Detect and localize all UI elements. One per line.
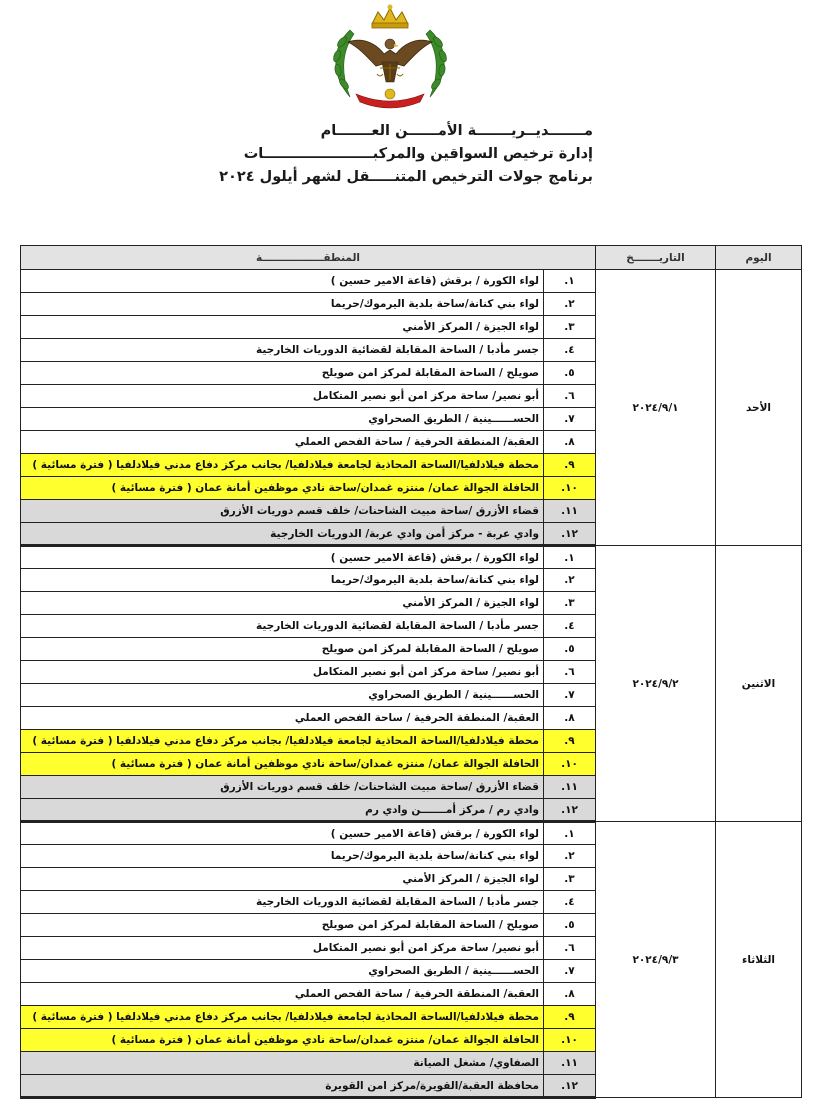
date-cell: ٢٠٢٤/٩/٢ (596, 546, 716, 822)
area-cell: أبو نصير/ ساحة مركز امن أبو نصير المتكامل (21, 661, 544, 684)
day-cell: الأحد (716, 270, 802, 546)
row-number-cell: ٤. (544, 891, 596, 914)
area-cell: العقبة/ المنطقة الحرفية / ساحة الفحص العملي (21, 431, 544, 454)
area-cell: الحســــــينية / الطريق الصحراوي (21, 684, 544, 707)
row-number-cell: ٩. (544, 730, 596, 753)
row-number-cell: ٤. (544, 615, 596, 638)
area-cell: لواء الكورة / برقش (قاعة الامير حسين ) (21, 822, 544, 845)
row-number-cell: ١٢. (544, 523, 596, 546)
program-title: برنامج جولات الترخيص المتنـــــقل لشهر أيلول ٢٠٢٤ (219, 169, 593, 185)
area-cell: صويلح / الساحة المقابلة لمركز امن صويلح (21, 362, 544, 385)
day-cell: الاثنين (716, 546, 802, 822)
table-row (21, 822, 802, 845)
column-header-date: التاريـــــــخ (596, 246, 716, 270)
area-cell: جسر مأدبا / الساحة المقابلة لقضائية الدوريات الخارجية (21, 891, 544, 914)
row-number-cell: ٢. (544, 293, 596, 316)
crown-icon (372, 5, 408, 29)
column-header-area: المنطقـــــــــــــــــة (21, 246, 596, 270)
row-number-cell: ٩. (544, 454, 596, 477)
area-cell: الحافلة الجوالة عمان/ منتزه غمدان/ساحة نادي موظفين أمانة عمان ( فترة مسائية ) (21, 1029, 544, 1052)
row-number-cell: ١١. (544, 776, 596, 799)
laurel-right-icon (426, 30, 448, 97)
row-number-cell: ٧. (544, 960, 596, 983)
area-cell: وادي رم / مركز أمـــــــن وادي رم (21, 799, 544, 822)
row-number-cell: ٨. (544, 707, 596, 730)
schedule-body (21, 270, 802, 1098)
row-number-cell: ٣. (544, 868, 596, 891)
scales-icon (377, 64, 403, 80)
area-cell: العقبة/ المنطقة الحرفية / ساحة الفحص العملي (21, 707, 544, 730)
area-cell: محطة فيلادلفيا/الساحة المحاذية لجامعة فيلادلفيا/ بجانب مركز دفاع مدني فيلادلفيا ( فترة مسائية ) (21, 1006, 544, 1029)
row-number-cell: ٧. (544, 684, 596, 707)
area-cell: جسر مأدبا / الساحة المقابلة لقضائية الدوريات الخارجية (21, 339, 544, 362)
row-number-cell: ٨. (544, 983, 596, 1006)
row-number-cell: ١. (544, 270, 596, 293)
department-title: إدارة ترخيص السواقين والمركبــــــــــــــــــــــات (243, 146, 593, 162)
area-cell: لواء بني كنانة/ساحة بلدية اليرموك/حريما (21, 845, 544, 868)
area-cell: محافظة العقبة/القويرة/مركز امن القويرة (21, 1075, 544, 1098)
area-cell: الحافلة الجوالة عمان/ منتزه غمدان/ساحة نادي موظفين أمانة عمان ( فترة مسائية ) (21, 477, 544, 500)
area-cell: العقبة/ المنطقة الحرفية / ساحة الفحص العملي (21, 983, 544, 1006)
document-heading (219, 120, 593, 189)
day-cell: الثلاثاء (716, 822, 802, 1098)
row-number-cell: ١٠. (544, 477, 596, 500)
area-cell: الحافلة الجوالة عمان/ منتزه غمدان/ساحة نادي موظفين أمانة عمان ( فترة مسائية ) (21, 753, 544, 776)
column-header-day: اليوم (716, 246, 802, 270)
row-number-cell: ٨. (544, 431, 596, 454)
row-number-cell: ٢. (544, 569, 596, 592)
row-number-cell: ٤. (544, 339, 596, 362)
public-security-emblem-icon (320, 2, 460, 110)
area-cell: قضاء الأزرق /ساحة مبيت الشاحنات/ خلف قسم دوريات الأزرق (21, 500, 544, 523)
table-header-row (21, 246, 802, 270)
area-cell: قضاء الأزرق /ساحة مبيت الشاحنات/ خلف قسم دوريات الأزرق (21, 776, 544, 799)
row-number-cell: ٦. (544, 385, 596, 408)
row-number-cell: ١. (544, 822, 596, 845)
row-number-cell: ١٠. (544, 1029, 596, 1052)
row-number-cell: ٥. (544, 638, 596, 661)
table-row (21, 270, 802, 293)
star-medal-icon (385, 89, 395, 99)
row-number-cell: ٦. (544, 937, 596, 960)
row-number-cell: ١١. (544, 500, 596, 523)
area-cell: وادي عربة - مركز أمن وادي عربة/ الدوريات الخارجية (21, 523, 544, 546)
area-cell: الحســــــينية / الطريق الصحراوي (21, 408, 544, 431)
mobile-licensing-schedule-table (20, 245, 802, 1099)
area-cell: أبو نصير/ ساحة مركز امن أبو نصير المتكامل (21, 937, 544, 960)
area-cell: لواء الجيزة / المركز الأمني (21, 316, 544, 339)
date-cell: ٢٠٢٤/٩/١ (596, 270, 716, 546)
area-cell: صويلح / الساحة المقابلة لمركز امن صويلح (21, 638, 544, 661)
area-cell: محطة فيلادلفيا/الساحة المحاذية لجامعة فيلادلفيا/ بجانب مركز دفاع مدني فيلادلفيا ( فترة مسائية ) (21, 730, 544, 753)
row-number-cell: ١١. (544, 1052, 596, 1075)
area-cell: لواء الكورة / برقش (قاعة الامير حسين ) (21, 270, 544, 293)
row-number-cell: ١٢. (544, 799, 596, 822)
row-number-cell: ٥. (544, 914, 596, 937)
area-cell: الحســــــينية / الطريق الصحراوي (21, 960, 544, 983)
area-cell: أبو نصير/ ساحة مركز امن أبو نصير المتكامل (21, 385, 544, 408)
row-number-cell: ١٠. (544, 753, 596, 776)
row-number-cell: ١. (544, 546, 596, 569)
directorate-title: مـــــــديــريـــــــة الأمــــــن العـــــــام (320, 123, 593, 139)
table-row (21, 546, 802, 569)
row-number-cell: ٢. (544, 845, 596, 868)
row-number-cell: ٧. (544, 408, 596, 431)
area-cell: محطة فيلادلفيا/الساحة المحاذية لجامعة فيلادلفيا/ بجانب مركز دفاع مدني فيلادلفيا ( فترة مسائية ) (21, 454, 544, 477)
row-number-cell: ٦. (544, 661, 596, 684)
area-cell: لواء الجيزة / المركز الأمني (21, 868, 544, 891)
row-number-cell: ٩. (544, 1006, 596, 1029)
area-cell: لواء الجيزة / المركز الأمني (21, 592, 544, 615)
row-number-cell: ١٢. (544, 1075, 596, 1098)
area-cell: لواء بني كنانة/ساحة بلدية اليرموك/حريما (21, 293, 544, 316)
laurel-left-icon (332, 30, 354, 97)
area-cell: جسر مأدبا / الساحة المقابلة لقضائية الدوريات الخارجية (21, 615, 544, 638)
area-cell: لواء الكورة / برقش (قاعة الامير حسين ) (21, 546, 544, 569)
area-cell: الصفاوي/ مشغل الصيانة (21, 1052, 544, 1075)
area-cell: صويلح / الساحة المقابلة لمركز امن صويلح (21, 914, 544, 937)
row-number-cell: ٣. (544, 316, 596, 339)
area-cell: لواء بني كنانة/ساحة بلدية اليرموك/حريما (21, 569, 544, 592)
row-number-cell: ٥. (544, 362, 596, 385)
date-cell: ٢٠٢٤/٩/٣ (596, 822, 716, 1098)
row-number-cell: ٣. (544, 592, 596, 615)
